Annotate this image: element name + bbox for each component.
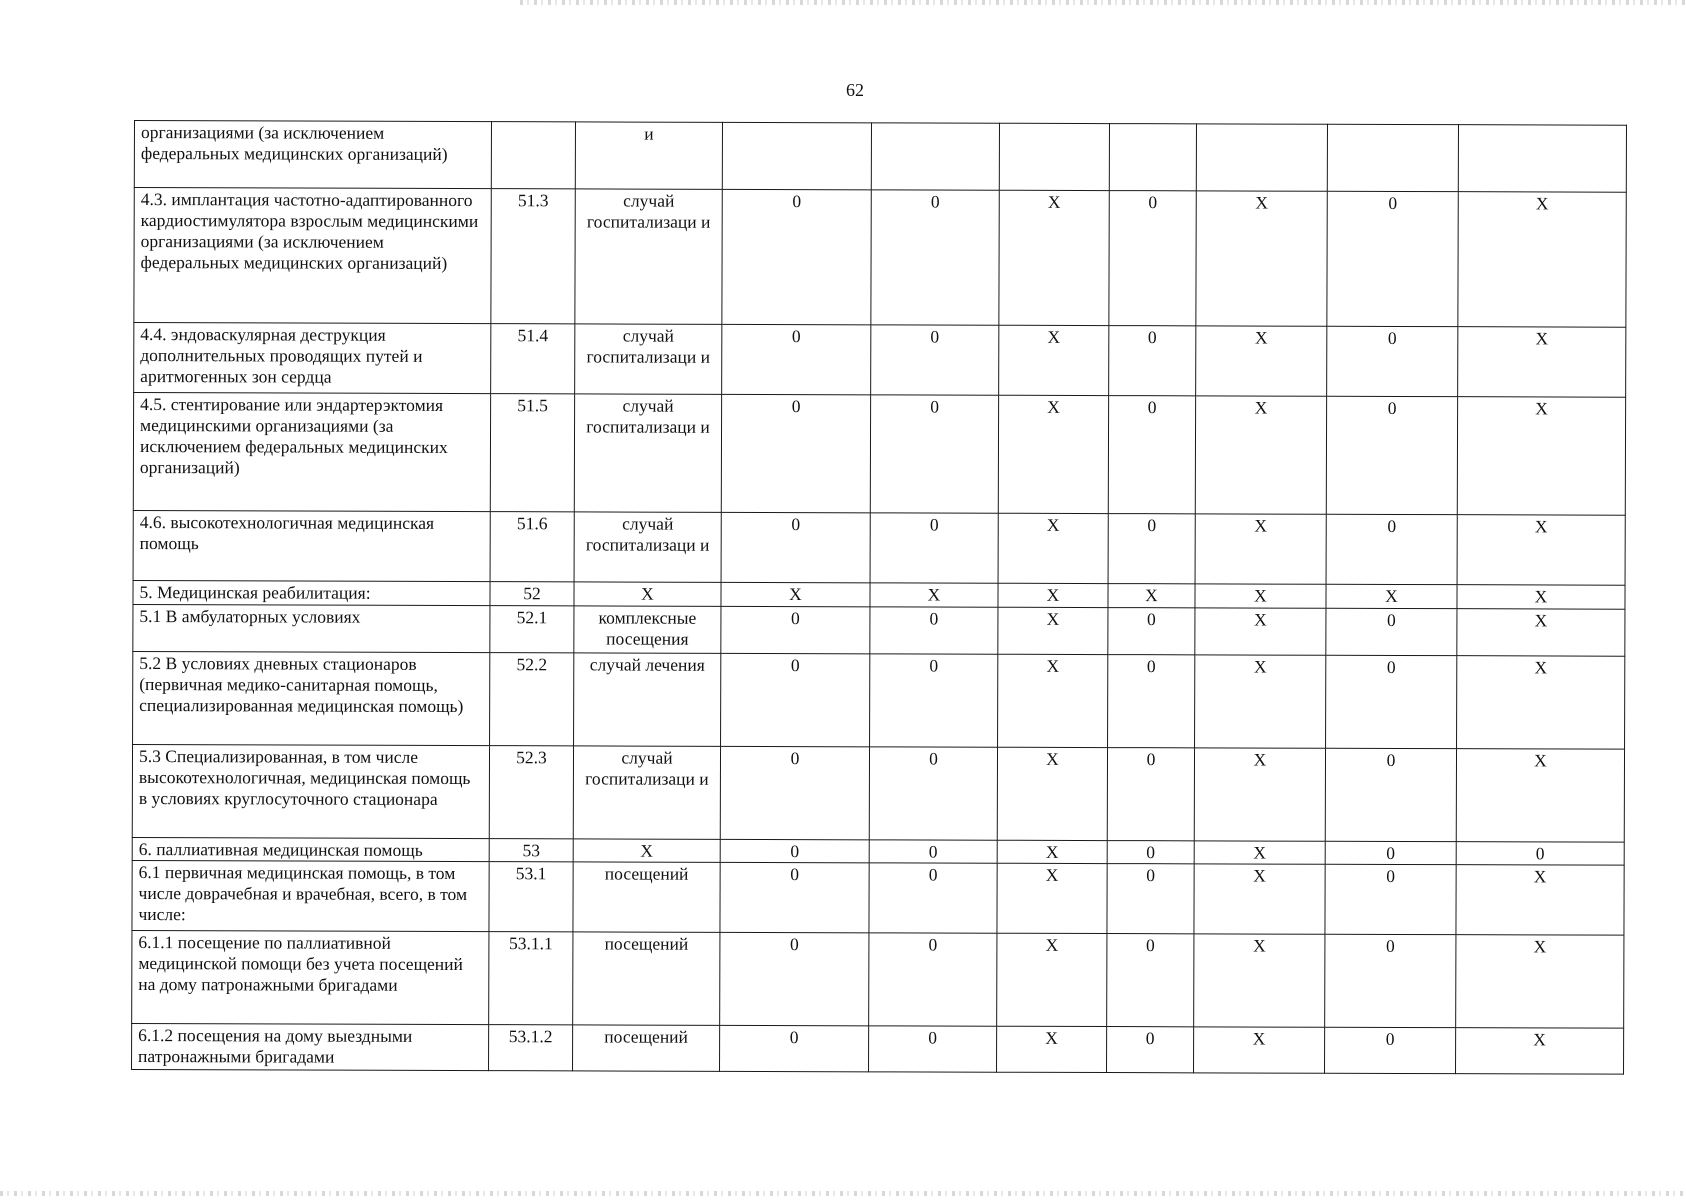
row-value-cell: Х (1194, 864, 1325, 934)
row-unit-cell: случай госпитализаци и (575, 324, 722, 394)
row-value-cell: 0 (869, 747, 997, 840)
row-value-cell: Х (1458, 327, 1626, 398)
row-value-cell: Х (1456, 749, 1624, 843)
row-name-cell: 5.2 В условиях дневных стационаров (первичная медико-санитарная помощь, специализированная медицинская помощь) (133, 651, 490, 745)
row-value-cell: 0 (870, 395, 998, 513)
row-value-cell: Х (1194, 1027, 1325, 1073)
row-code-cell: 53.1.2 (489, 1025, 573, 1071)
row-value-cell: Х (1194, 934, 1325, 1027)
data-table (131, 120, 1627, 1075)
row-value-cell: Х (997, 863, 1107, 933)
row-value-cell: 0 (1326, 514, 1457, 584)
row-value-cell: 0 (721, 394, 870, 512)
row-name-cell: 6. паллиативная медицинская помощь (132, 837, 489, 861)
page-number: 62 (846, 80, 864, 100)
row-name-cell: 4.4. эндоваскулярная деструкция дополнительных проводящих путей и аритмогенных зон сердца (134, 323, 491, 394)
row-value-cell: 0 (1109, 326, 1196, 396)
row-value-cell: Х (1457, 397, 1625, 516)
row-value-cell: Х (1195, 514, 1326, 584)
row-value-cell: 0 (1108, 655, 1195, 748)
row-unit-cell: Х (573, 839, 720, 862)
row-value-cell: Х (1456, 1028, 1624, 1075)
row-name-cell: 5. Медицинская реабилитация: (133, 580, 490, 605)
row-value-cell: Х (1195, 396, 1326, 514)
row-code-cell: 51.6 (490, 512, 574, 582)
row-value-cell: 0 (1107, 864, 1194, 934)
row-value-cell: 0 (869, 840, 997, 863)
row-name-cell: 6.1.1 посещение по паллиативной медицинской помощи без учета посещений на дому патронажными бригадами (132, 930, 489, 1024)
row-value-cell: Х (1194, 841, 1325, 864)
row-value-cell: Х (998, 583, 1108, 607)
table-row (134, 121, 1626, 193)
row-value-cell: Х (997, 933, 1107, 1026)
row-value-cell: 0 (870, 654, 998, 747)
row-value-cell: 0 (869, 933, 997, 1026)
row-value-cell (999, 123, 1109, 190)
row-unit-cell: Х (574, 582, 721, 606)
row-value-cell: Х (1196, 326, 1327, 396)
table-row (133, 604, 1625, 656)
row-value-cell: 0 (720, 862, 869, 932)
row-name-cell: 5.1 В амбулаторных условиях (133, 604, 490, 652)
row-unit-cell: посещений (573, 1025, 720, 1071)
row-value-cell: 0 (1107, 1027, 1194, 1073)
table-row (134, 188, 1626, 328)
row-name-cell: 6.1.2 посещения на дому выездными патронажными бригадами (132, 1023, 489, 1070)
row-unit-cell: посещений (573, 862, 720, 932)
row-value-cell: 0 (869, 1026, 997, 1072)
row-value-cell: Х (1195, 584, 1326, 608)
row-value-cell: Х (999, 325, 1109, 395)
row-name-cell: 5.3 Специализированная, в том числе высокотехнологичная, медицинская помощь в условиях круглосуточного стационара (132, 744, 489, 838)
row-value-cell: 0 (721, 653, 870, 746)
row-value-cell: 0 (869, 863, 997, 933)
row-name-cell: 4.6. высокотехнологичная медицинская помощь (133, 510, 490, 581)
table-row (132, 1023, 1624, 1074)
row-value-cell: Х (1457, 585, 1625, 610)
row-value-cell: 0 (1326, 396, 1457, 514)
row-value-cell: 0 (1327, 191, 1458, 326)
row-value-cell: 0 (1325, 748, 1456, 841)
row-value-cell: Х (1108, 584, 1195, 608)
scan-noise-bottom (0, 1191, 1686, 1196)
table-row (132, 860, 1624, 935)
row-value-cell: 0 (871, 190, 999, 325)
row-value-cell: 0 (1325, 841, 1456, 864)
row-value-cell: 0 (1107, 841, 1194, 864)
row-value-cell: 0 (722, 189, 871, 324)
row-unit-cell: случай госпитализаци и (574, 394, 721, 512)
table-row (133, 393, 1625, 516)
row-code-cell: 52.3 (489, 746, 573, 839)
row-value-cell (871, 123, 999, 190)
row-value-cell (722, 122, 871, 189)
table-row (133, 510, 1625, 585)
row-value-cell: 0 (1325, 864, 1456, 934)
row-value-cell: 0 (721, 606, 870, 653)
row-value-cell: Х (870, 583, 998, 607)
row-code-cell: 53 (489, 839, 573, 862)
row-unit-cell: комплексные посещения (574, 606, 721, 653)
row-name-cell: 6.1 первичная медицинская помощь, в том числе доврачебная и врачебная, всего, в том числе: (132, 860, 489, 931)
table-row (132, 930, 1624, 1028)
row-value-cell: 0 (1325, 1027, 1456, 1073)
row-code-cell (491, 122, 575, 189)
row-value-cell: 0 (1327, 326, 1458, 396)
row-value-cell (1327, 124, 1458, 191)
row-value-cell: 0 (720, 839, 869, 862)
row-name-cell: 4.5. стентирование или эндартерэктомия медицинскими организациями (за исключением федеральных медицинских организаций) (133, 393, 490, 512)
row-value-cell: 0 (1108, 608, 1195, 655)
row-unit-cell: посещений (573, 932, 720, 1025)
row-value-cell: Х (721, 582, 870, 606)
row-value-cell: 0 (721, 512, 870, 582)
row-value-cell: 0 (1108, 514, 1195, 584)
table-row (133, 651, 1625, 749)
row-code-cell: 51.5 (490, 394, 574, 512)
row-name-cell: организациями (за исключением федеральных медицинских организаций) (134, 121, 491, 189)
row-unit-cell: случай лечения (574, 653, 721, 746)
row-value-cell: 0 (870, 607, 998, 654)
row-value-cell: Х (1195, 608, 1326, 655)
row-value-cell: Х (997, 1026, 1107, 1072)
row-code-cell: 51.4 (491, 324, 575, 394)
row-value-cell: 0 (870, 513, 998, 583)
row-value-cell: 0 (1107, 748, 1194, 841)
table-row (132, 744, 1624, 842)
row-code-cell: 53.1 (489, 862, 573, 932)
row-value-cell: 0 (1325, 934, 1456, 1027)
row-value-cell: 0 (871, 325, 999, 395)
row-value-cell: 0 (722, 324, 871, 394)
row-name-cell: 4.3. имплантация частотно-адаптированного кардиостимулятора взрослым медицинскими организациями (за исключением федеральных медицинских организаций) (134, 188, 491, 324)
row-value-cell: 0 (720, 746, 869, 839)
row-code-cell: 52 (490, 582, 574, 606)
row-value-cell (1109, 124, 1196, 191)
row-value-cell: Х (1457, 515, 1625, 586)
row-value-cell: Х (998, 607, 1108, 654)
row-value-cell: 0 (1109, 191, 1196, 326)
row-value-cell: Х (1456, 935, 1624, 1029)
row-value-cell: Х (1457, 609, 1625, 657)
row-value-cell: Х (998, 654, 1108, 747)
row-value-cell: 0 (720, 1025, 869, 1071)
row-value-cell: 0 (1108, 396, 1195, 514)
row-code-cell: 53.1.1 (489, 932, 573, 1025)
row-code-cell: 52.1 (490, 606, 574, 653)
scan-noise-top (520, 0, 1686, 5)
row-value-cell (1196, 124, 1327, 191)
row-value-cell: Х (1194, 748, 1325, 841)
row-value-cell: 0 (1326, 655, 1457, 748)
row-value-cell: Х (1326, 584, 1457, 608)
row-value-cell: Х (998, 395, 1108, 513)
row-value-cell: Х (1456, 865, 1624, 936)
row-value-cell: Х (1458, 192, 1626, 328)
row-value-cell: Х (997, 840, 1107, 863)
row-value-cell: 0 (1456, 842, 1624, 866)
row-unit-cell: и (575, 122, 722, 189)
table-row (134, 323, 1626, 398)
row-value-cell: Х (1196, 191, 1327, 326)
row-unit-cell: случай госпитализаци и (573, 746, 720, 839)
row-value-cell: 0 (1107, 934, 1194, 1027)
row-value-cell (1458, 125, 1626, 193)
row-value-cell: Х (999, 190, 1109, 325)
row-value-cell: Х (1457, 656, 1625, 750)
row-value-cell: 0 (1326, 608, 1457, 655)
row-unit-cell: случай госпитализаци и (574, 512, 721, 582)
row-code-cell: 52.2 (490, 653, 574, 746)
row-value-cell: Х (998, 513, 1108, 583)
row-value-cell: Х (997, 747, 1107, 840)
row-value-cell: Х (1195, 655, 1326, 748)
row-code-cell: 51.3 (491, 189, 575, 324)
row-unit-cell: случай госпитализаци и (575, 189, 722, 324)
row-value-cell: 0 (720, 932, 869, 1025)
